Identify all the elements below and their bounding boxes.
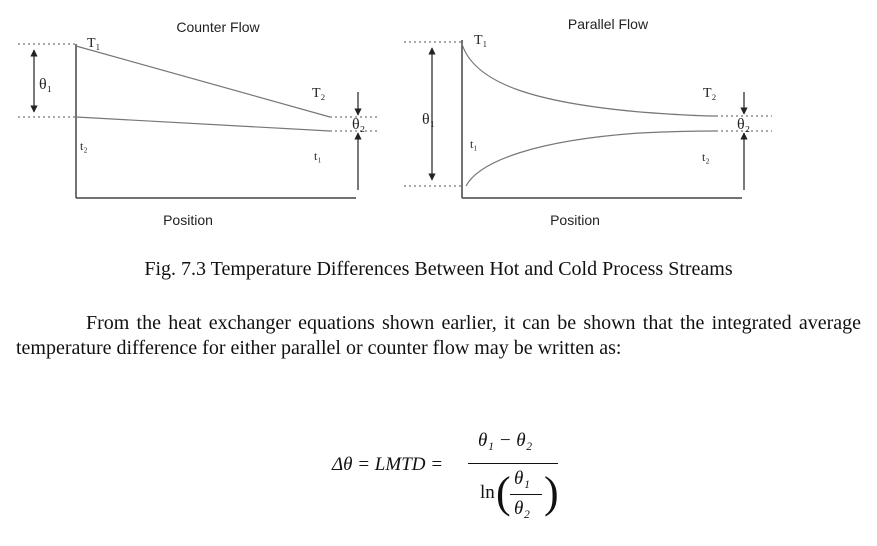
counter-flow-hot-stream-line: [76, 46, 330, 117]
temperature-profile-figure: [0, 0, 877, 250]
body-paragraph: From the heat exchanger equations shown earlier, it can be shown that the integrated average temperature difference for either parallel or counter flow may be written as:: [16, 312, 861, 359]
counter-flow-cold-outlet-label: t₂: [80, 139, 88, 153]
equation-lhs: Δθ = LMTD =: [332, 454, 444, 475]
parallel-flow-cold-stream-curve: [466, 131, 716, 186]
counter-flow-theta2-label: θ₂: [352, 116, 366, 133]
parallel-flow-theta1-label: θ₁: [422, 111, 436, 128]
inner-fraction-bar: [510, 494, 542, 495]
parallel-flow-title: Parallel Flow: [567, 16, 649, 32]
counter-flow-panel: [18, 19, 378, 228]
counter-flow-title: Counter Flow: [176, 19, 260, 35]
parallel-flow-theta2-label: θ₂: [737, 116, 751, 133]
counter-flow-cold-stream-line: [76, 117, 330, 131]
counter-flow-hot-inlet-label: T₁: [87, 36, 101, 51]
counter-flow-cold-inlet-label: t₁: [314, 149, 322, 163]
equation-inner-denominator: θ₂: [514, 498, 530, 519]
fraction-bar: [468, 463, 558, 464]
parallel-flow-panel: [404, 16, 772, 228]
parallel-flow-cold-inlet-label: t₁: [470, 137, 478, 151]
counter-flow-hot-outlet-label: T₂: [312, 86, 326, 101]
figure-caption: Fig. 7.3 Temperature Differences Between Hot and Cold Process Streams: [144, 258, 733, 280]
parallel-flow-cold-outlet-label: t₂: [702, 150, 710, 164]
parallel-flow-hot-outlet-label: T₂: [703, 86, 717, 101]
right-paren: ): [544, 468, 559, 517]
counter-flow-x-axis-label: Position: [163, 212, 213, 228]
equation-ln: ln: [480, 482, 495, 503]
counter-flow-theta1-label: θ₁: [39, 76, 53, 93]
parallel-flow-hot-stream-curve: [462, 44, 716, 116]
parallel-flow-hot-inlet-label: T₁: [474, 33, 488, 48]
left-paren: (: [496, 468, 511, 517]
equation-numerator: θ₁ − θ₂: [478, 430, 533, 451]
lmtd-equation: [320, 430, 620, 530]
parallel-flow-x-axis-label: Position: [550, 212, 600, 228]
equation-inner-numerator: θ₁: [514, 468, 530, 489]
